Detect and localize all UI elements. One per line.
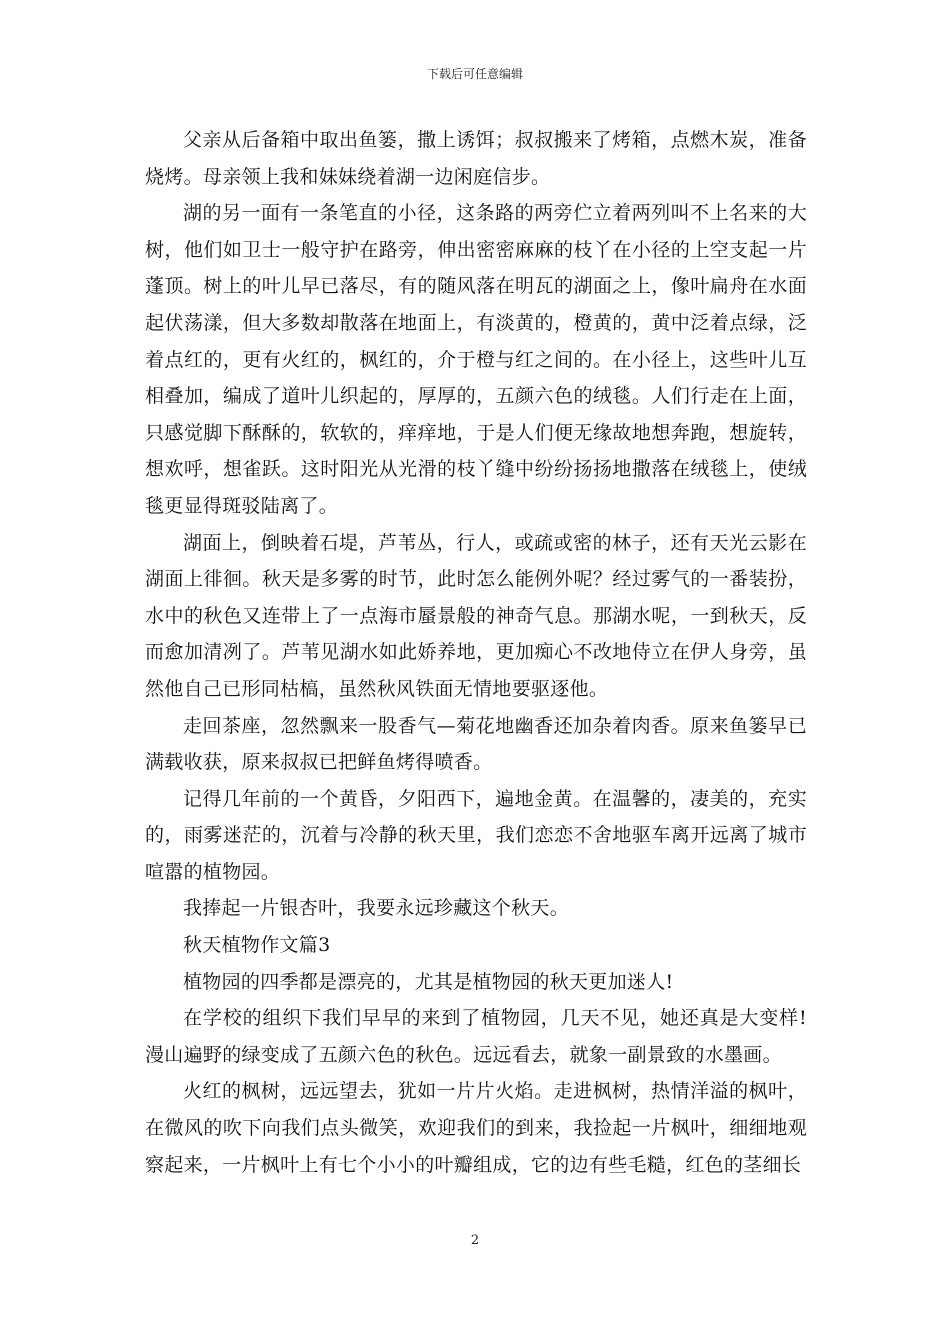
paragraph: 湖面上，倒映着石堤，芦苇丛，行人，或疏或密的林子，还有天光云影在湖面上徘徊。秋天是多雾的时节，此时怎么能例外呢？经过雾气的一番装扮，水中的秋色又连带上了一点海市蜃景般的神奇气息。那湖水呢，一到秋天，反而愈加清冽了。芦苇见湖水如此娇养地，更加痴心不改地侍立在伊人身旁，虽然他自己已形同枯槁，虽然秋风铁面无情地要驱逐他。 bbox=[145, 531, 807, 700]
page-header: 下载后可任意编辑 bbox=[426, 67, 523, 81]
document-body bbox=[145, 122, 807, 1183]
paragraph: 走回茶座，忽然飘来一股香气—菊花地幽香还加杂着肉香。原来鱼篓早已满载收获，原来叔叔已把鲜鱼烤得喷香。 bbox=[145, 714, 807, 774]
page-number: 2 bbox=[470, 1233, 480, 1248]
paragraph: 植物园的四季都是漂亮的，尤其是植物园的秋天更加迷人! bbox=[183, 970, 674, 993]
paragraph: 湖的另一面有一条笔直的小径，这条路的两旁伫立着两列叫不上名来的大树，他们如卫士一般守护在路旁，伸出密密麻麻的枝丫在小径的上空支起一片蓬顶。树上的叶儿早已落尽，有的随风落在明瓦的湖面之上，像叶扁舟在水面起伏荡漾，但大多数却散落在地面上，有淡黄的，橙黄的，黄中泛着点绿，泛着点红的，更有火红的，枫红的，介于橙与红之间的。在小径上，这些叶儿互相叠加，编成了道叶儿织起的，厚厚的，五颜六色的绒毯。人们行走在上面，只感觉脚下酥酥的，软软的，痒痒地，于是人们便无缘故地想奔跑，想旋转，想欢呼，想雀跃。这时阳光从光滑的枝丫缝中纷纷扬扬地撒落在绒毯上，使绒毯更显得斑驳陆离了。 bbox=[145, 202, 807, 517]
paragraph: 我捧起一片银杏叶，我要永远珍藏这个秋天。 bbox=[183, 897, 570, 920]
section-heading: 秋天植物作文篇3 bbox=[183, 934, 331, 957]
paragraph: 记得几年前的一个黄昏，夕阳西下，遍地金黄。在温馨的，凄美的，充实的，雨雾迷茫的，沉着与冷静的秋天里，我们恋恋不舍地驱车离开远离了城市喧嚣的植物园。 bbox=[145, 787, 807, 883]
paragraph: 父亲从后备箱中取出鱼篓，撒上诱饵；叔叔搬来了烤箱，点燃木炭，准备烧烤。母亲领上我和妹妹绕着湖一边闲庭信步。 bbox=[145, 129, 807, 188]
paragraph: 在学校的组织下我们早早的来到了植物园，几天不见，她还真是大变样!漫山遍野的绿变成了五颜六色的秋色。远远看去，就象一副景致的水墨画。 bbox=[145, 1007, 807, 1066]
paragraph: 火红的枫树，远远望去，犹如一片片火焰。走进枫树，热情洋溢的枫叶，在微风的吹下向我们点头微笑，欢迎我们的到来，我捡起一片枫叶，细细地观察起来，一片枫叶上有七个小小的叶瓣组成，它的边有些毛糙，红色的茎细长 bbox=[145, 1080, 807, 1176]
